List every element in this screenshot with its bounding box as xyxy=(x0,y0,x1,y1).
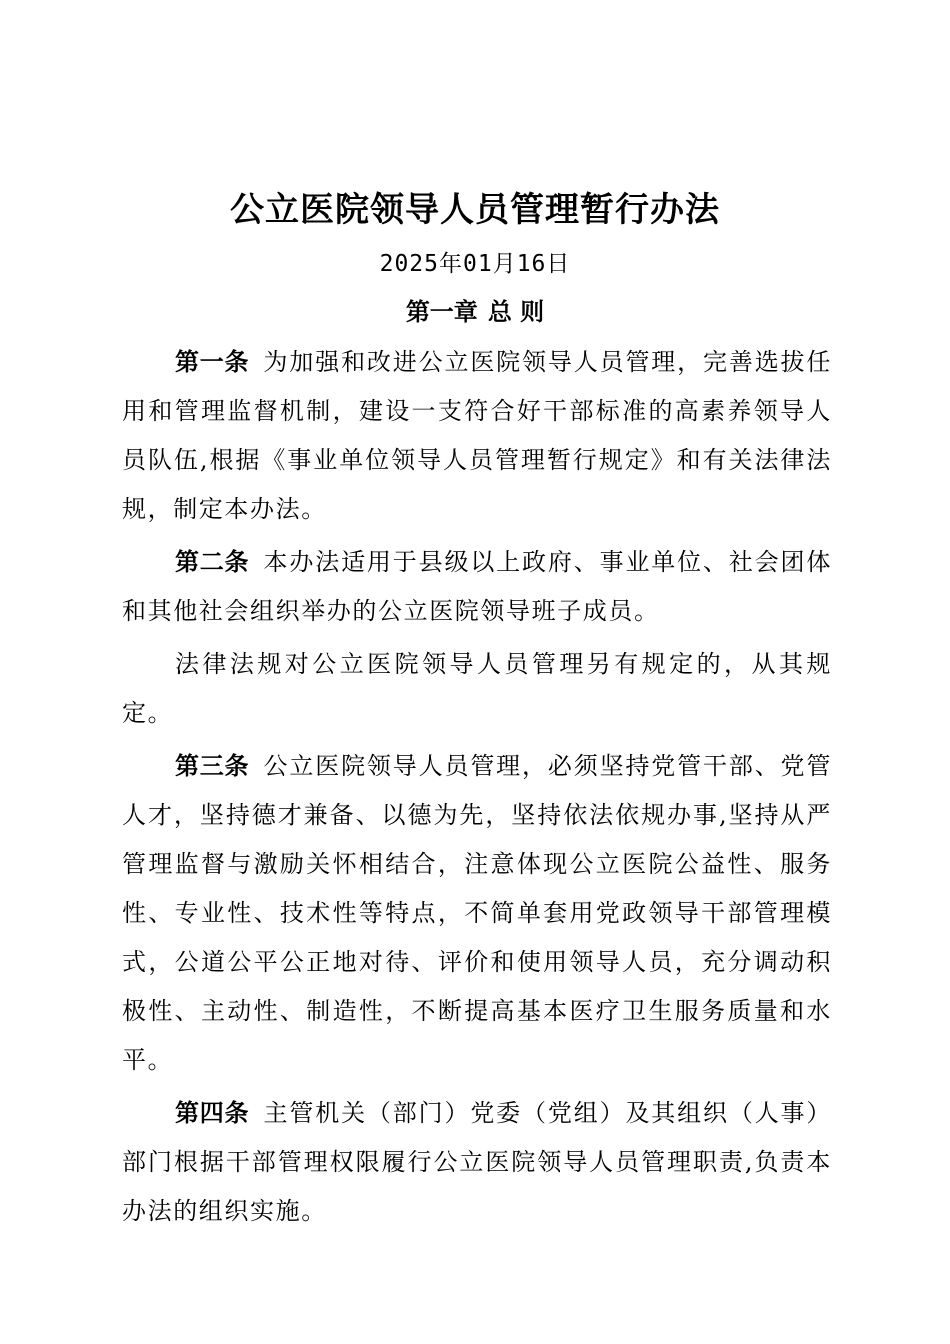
document-title: 公立医院领导人员管理暂行办法 xyxy=(230,190,720,230)
article-text: 为加强和改进公立医院领导人员管理，完善选拔任用和管理监督机制，建设一支符合好干部标准的高素养领导人员队伍,根据《事业单位领导人员管理暂行规定》和有关法律法规，制定本办法。 xyxy=(122,348,833,523)
article-label: 第四条 xyxy=(175,1099,250,1127)
article-text: 公立医院领导人员管理，必须坚持党管干部、党管人才，坚持德才兼备、以德为先，坚持依法依规办事,坚持从严管理监督与激励关怀相结合，注意体现公立医院公益性、服务性、专业性、技术性等特点，不简单套用党政领导干部管理模式，公道公平公正地对待、评价和使用领导人员，充分调动积极性、主动性、制造性，不断提高基本医疗卫生服务质量和水平。 xyxy=(122,752,833,1074)
article-2-clause xyxy=(122,640,832,738)
article-label: 第三条 xyxy=(175,752,250,780)
article-label: 第二条 xyxy=(175,548,250,576)
chapter-heading xyxy=(0,294,950,330)
article-label: 第一条 xyxy=(175,348,250,376)
article-2 xyxy=(122,538,832,636)
article-4 xyxy=(122,1089,832,1236)
chapter-number: 第一章 xyxy=(405,298,478,326)
article-text: 法律法规对公立医院领导人员管理另有规定的，从其规定。 xyxy=(122,650,832,727)
article-text: 本办法适用于县级以上政府、事业单位、社会团体和其他社会组织举办的公立医院领导班子成员。 xyxy=(122,548,833,625)
article-3 xyxy=(122,742,832,1085)
article-1 xyxy=(122,338,832,534)
document-date: 2025年01月16日 xyxy=(379,251,571,277)
chapter-name: 总 则 xyxy=(487,298,545,326)
document-body xyxy=(122,338,832,1240)
article-text: 主管机关（部门）党委（党组）及其组织（人事）部门根据干部管理权限履行公立医院领导人员管理职责,负责本办法的组织实施。 xyxy=(122,1099,833,1225)
